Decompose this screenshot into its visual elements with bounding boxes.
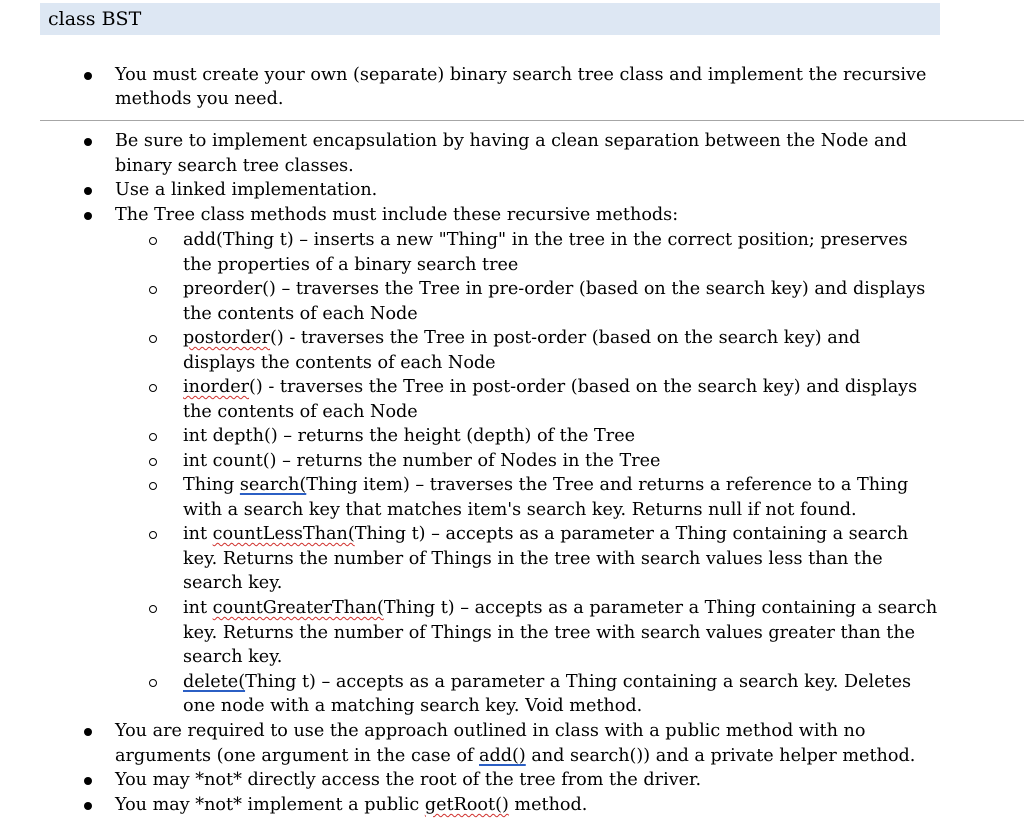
search-line-1 (183, 473, 908, 498)
search-prefix: Thing (183, 475, 240, 495)
approach-line-2 (115, 744, 915, 769)
header-title: class BST (48, 8, 142, 30)
horizontal-rule (40, 120, 1024, 121)
delete-line-1 (183, 670, 911, 695)
countless-line-2: key. Returns the number of Things in the tree with search values less than the (183, 549, 883, 569)
encap-line-1: Be sure to implement encapsulation by having a clean separation between the Node and (115, 131, 908, 151)
approach-add-name: add() (479, 746, 526, 766)
linked-line: Use a linked implementation. (115, 180, 378, 200)
inorder-desc: () - traverses the Tree in post-order (based on the search key) and displays (249, 377, 918, 397)
countgreater-line-1 (183, 596, 937, 621)
add-line-2: the properties of a binary search tree (183, 255, 519, 275)
countless-desc: Thing t) – accepts as a parameter a Thing containing a search (354, 524, 909, 544)
sub-bullet-circle (149, 384, 157, 392)
bullet-dot (84, 187, 92, 195)
section-header (40, 3, 940, 35)
add-line-1: add(Thing t) – inserts a new "Thing" in the tree in the correct position; preserves (183, 230, 908, 250)
sub-bullet-circle (149, 482, 157, 490)
approach-rest: and search()) and a private helper method. (525, 746, 916, 766)
count-line: int count() – returns the number of Nodes in the Tree (183, 451, 661, 471)
search-method-name: search( (239, 475, 307, 495)
countgreater-desc: Thing t) – accepts as a parameter a Thing containing a search (383, 598, 938, 618)
postorder-method-name: postorder (183, 328, 271, 348)
preorder-line-1: preorder() – traverses the Tree in pre-order (based on the search key) and displays (183, 279, 926, 299)
postorder-line-2: displays the contents of each Node (183, 353, 496, 373)
countless-line-3: search key. (183, 573, 283, 593)
bullet-dot (84, 138, 92, 146)
sub-bullet-circle (149, 605, 157, 613)
sub-bullet-circle (149, 531, 157, 539)
sub-bullet-circle (149, 433, 157, 441)
bullet-dot (84, 777, 92, 785)
noroot-line: You may *not* directly access the root of the tree from the driver. (115, 770, 702, 790)
getroot-prefix: You may *not* implement a public (115, 795, 425, 815)
approach-prefix: arguments (one argument in the case of (115, 746, 480, 766)
delete-method-name: delete( (183, 672, 246, 692)
approach-line-1: You are required to use the approach outlined in class with a public method with no (115, 721, 866, 741)
sub-bullet-circle (149, 679, 157, 687)
search-line-2: with a search key that matches item's search key. Returns null if not found. (183, 500, 857, 520)
sub-bullet-circle (149, 335, 157, 343)
getroot-method-name: getRoot() (424, 795, 509, 815)
inorder-line-1 (183, 375, 917, 400)
postorder-line-1 (183, 326, 860, 351)
countless-prefix: int (183, 524, 213, 544)
intro-line-1: You must create your own (separate) binary search tree class and implement the recursive (115, 65, 927, 85)
postorder-desc: () - traverses the Tree in post-order (based on the search key) and (270, 328, 861, 348)
countgreater-line-2: key. Returns the number of Things in the tree with search values greater than the (183, 623, 916, 643)
bullet-dot (84, 802, 92, 810)
countgreater-method-name: countGreaterThan( (212, 598, 384, 618)
sub-bullet-circle (149, 286, 157, 294)
delete-desc: Thing t) – accepts as a parameter a Thing containing a search key. Deletes (245, 672, 912, 692)
encap-line-2: binary search tree classes. (115, 156, 354, 176)
countgreater-prefix: int (183, 598, 213, 618)
bullet-dot (84, 212, 92, 220)
countless-method-name: countLessThan( (212, 524, 355, 544)
countless-line-1 (183, 522, 908, 547)
getroot-line (115, 793, 587, 818)
inorder-line-2: the contents of each Node (183, 402, 418, 422)
bullet-dot (84, 72, 92, 80)
inorder-method-name: inorder (183, 377, 250, 397)
countgreater-line-3: search key. (183, 647, 283, 667)
getroot-rest: method. (508, 795, 588, 815)
preorder-line-2: the contents of each Node (183, 304, 418, 324)
bullet-dot (84, 728, 92, 736)
tree-methods-line: The Tree class methods must include these recursive methods: (115, 205, 679, 225)
sub-bullet-circle (149, 458, 157, 466)
delete-line-2: one node with a matching search key. Void method. (183, 696, 643, 716)
intro-line-2: methods you need. (115, 89, 284, 109)
depth-line: int depth() – returns the height (depth) of the Tree (183, 426, 636, 446)
search-desc: Thing item) – traverses the Tree and returns a reference to a Thing (306, 475, 909, 495)
sub-bullet-circle (149, 237, 157, 245)
